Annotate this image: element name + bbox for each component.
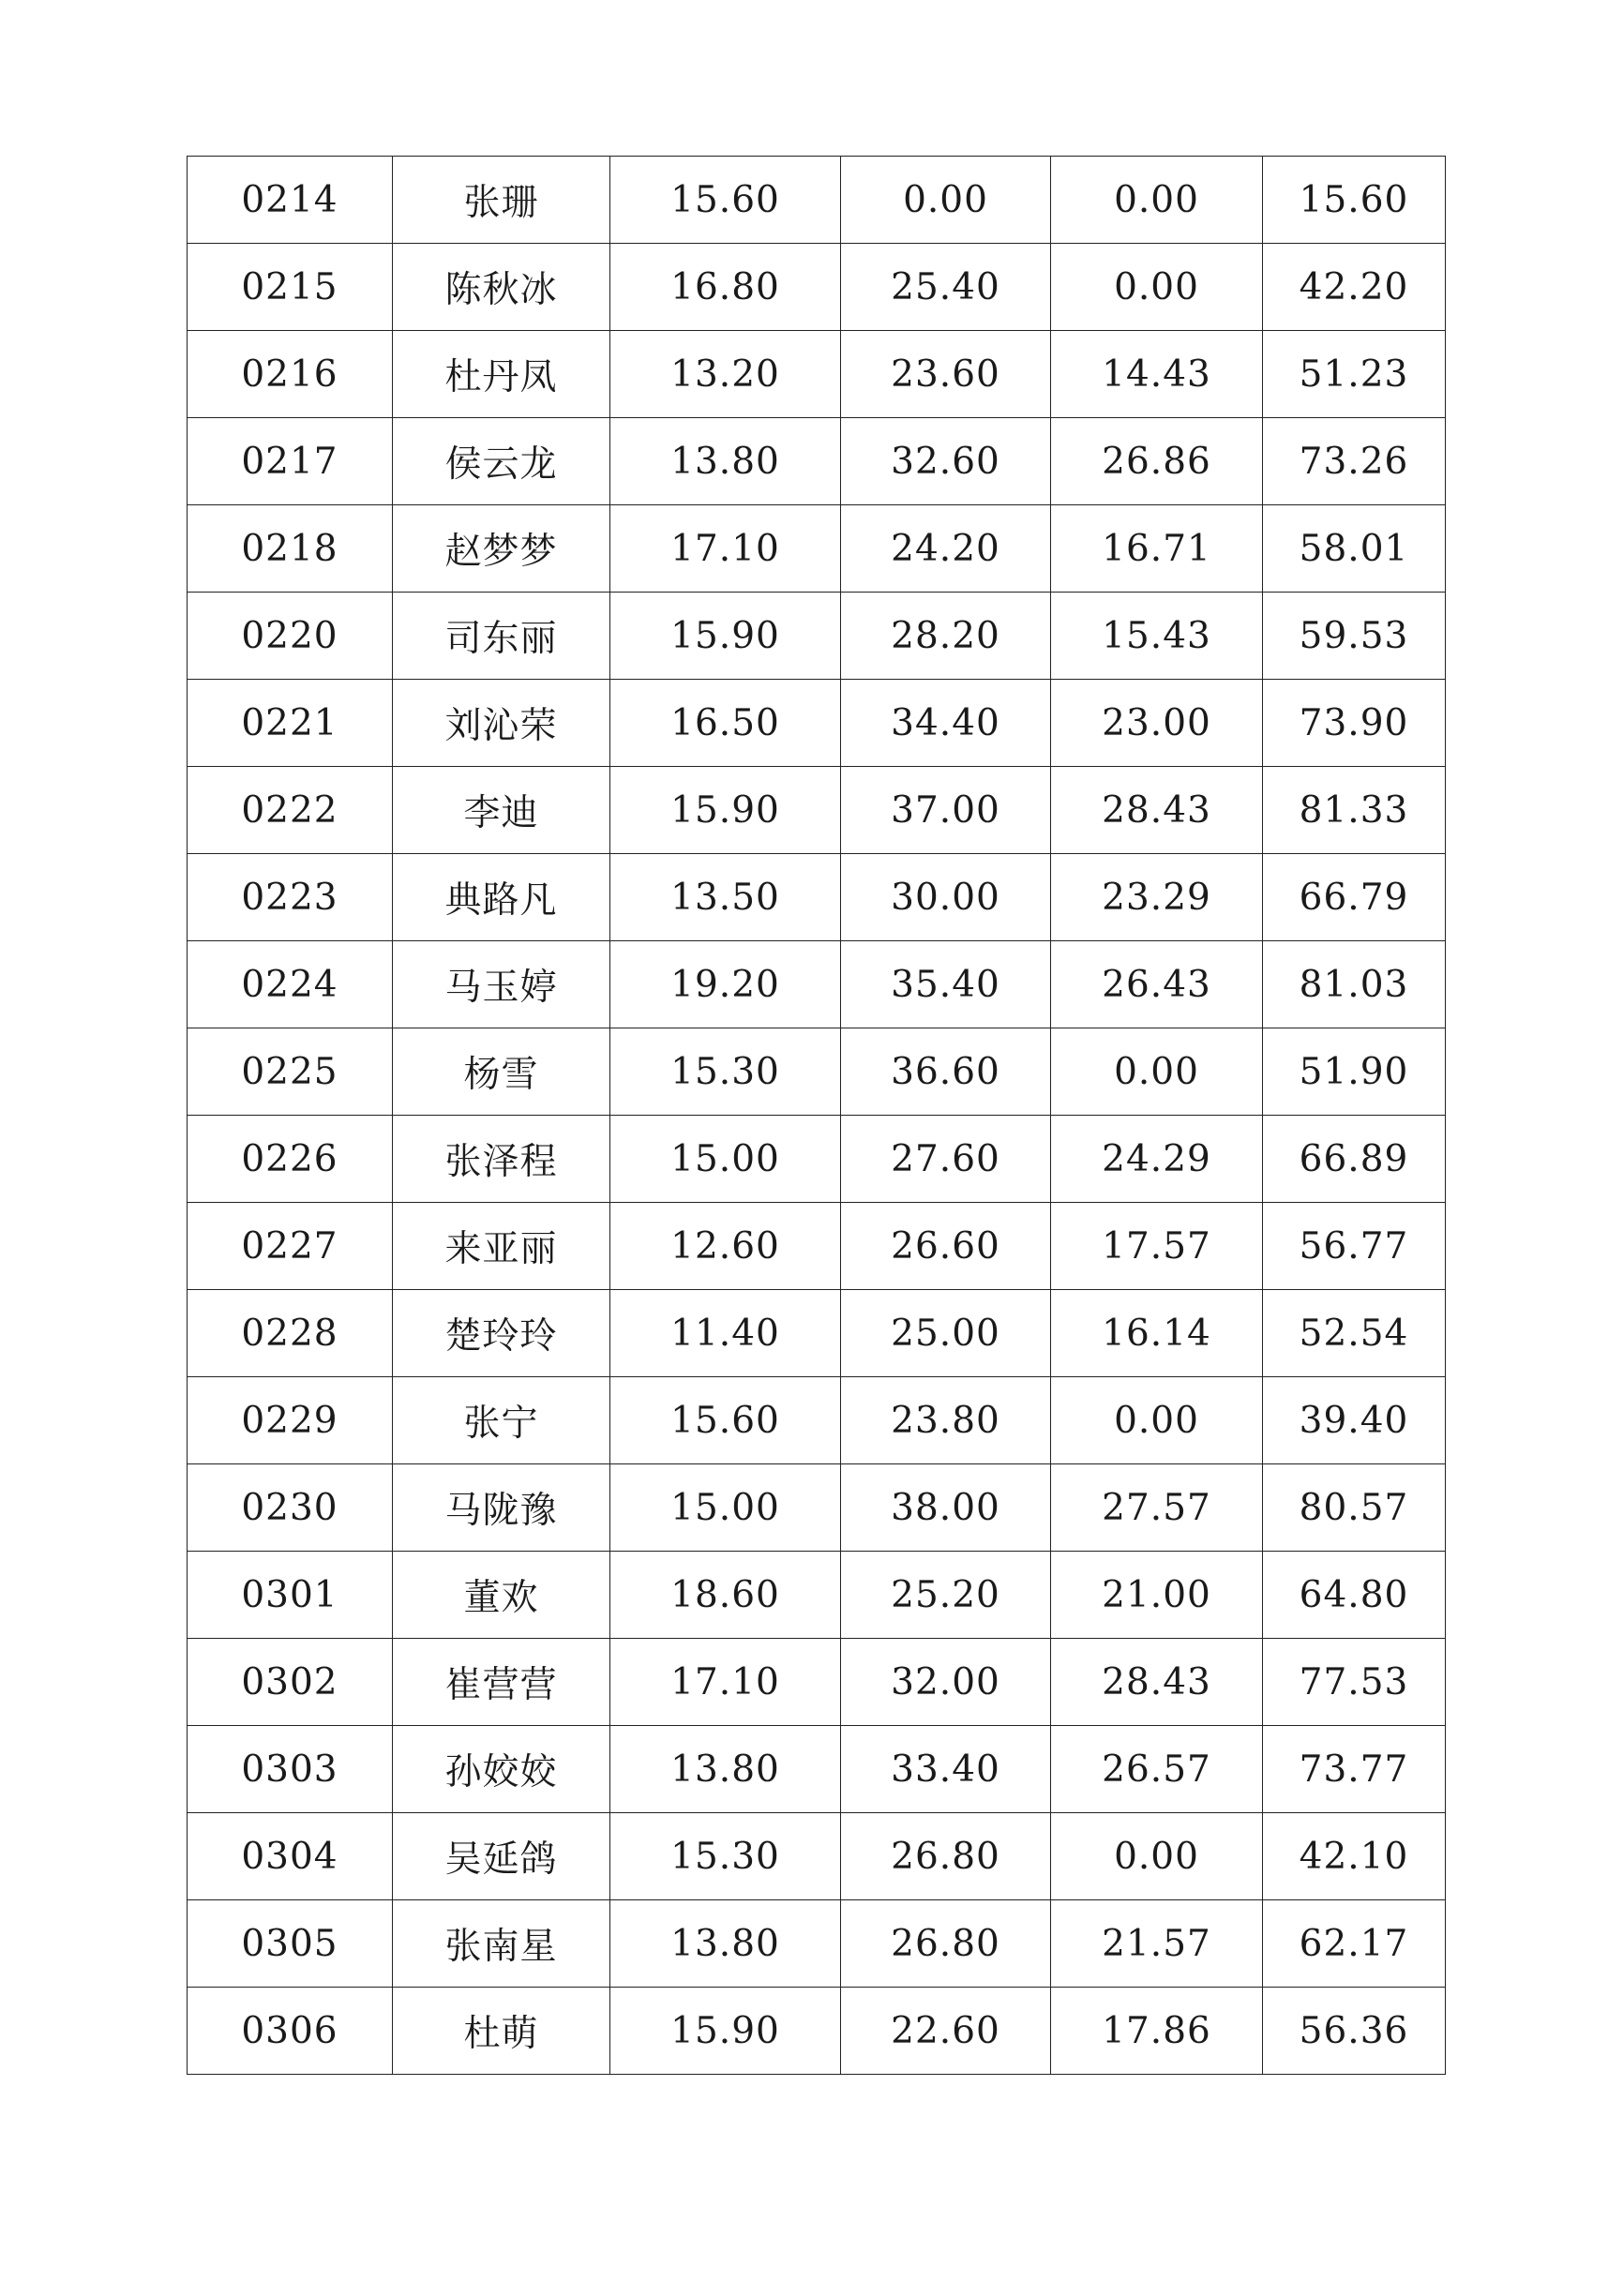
name-cell: 崔营营 — [393, 1639, 610, 1726]
table-row — [188, 1203, 1446, 1290]
total-cell: 56.36 — [1263, 1988, 1446, 2075]
table-row — [188, 1988, 1446, 2075]
name-cell: 杜萌 — [393, 1988, 610, 2075]
score-3-cell: 23.00 — [1051, 680, 1263, 767]
total-cell: 15.60 — [1263, 157, 1446, 244]
id-cell: 0305 — [188, 1900, 393, 1988]
score-2-cell: 26.80 — [841, 1900, 1051, 1988]
score-3-cell: 21.00 — [1051, 1552, 1263, 1639]
table-row — [188, 1552, 1446, 1639]
score-1-cell: 15.90 — [610, 1988, 841, 2075]
score-3-cell: 17.86 — [1051, 1988, 1263, 2075]
score-3-cell: 16.71 — [1051, 505, 1263, 593]
name-cell: 张南星 — [393, 1900, 610, 1988]
score-3-cell: 0.00 — [1051, 1377, 1263, 1464]
score-1-cell: 13.20 — [610, 331, 841, 418]
score-2-cell: 26.80 — [841, 1813, 1051, 1900]
name-cell: 陈秋冰 — [393, 244, 610, 331]
name-cell: 董欢 — [393, 1552, 610, 1639]
id-cell: 0214 — [188, 157, 393, 244]
table-row — [188, 244, 1446, 331]
score-3-cell: 27.57 — [1051, 1464, 1263, 1552]
score-3-cell: 26.43 — [1051, 941, 1263, 1028]
name-cell: 刘沁荣 — [393, 680, 610, 767]
score-1-cell: 15.90 — [610, 767, 841, 854]
table-row — [188, 331, 1446, 418]
id-cell: 0302 — [188, 1639, 393, 1726]
table-row — [188, 593, 1446, 680]
score-3-cell: 0.00 — [1051, 244, 1263, 331]
total-cell: 39.40 — [1263, 1377, 1446, 1464]
total-cell: 77.53 — [1263, 1639, 1446, 1726]
table-row — [188, 1028, 1446, 1116]
total-cell: 58.01 — [1263, 505, 1446, 593]
score-3-cell: 26.57 — [1051, 1726, 1263, 1813]
score-1-cell: 18.60 — [610, 1552, 841, 1639]
score-1-cell: 15.60 — [610, 157, 841, 244]
id-cell: 0225 — [188, 1028, 393, 1116]
total-cell: 81.03 — [1263, 941, 1446, 1028]
total-cell: 73.90 — [1263, 680, 1446, 767]
name-cell: 马玉婷 — [393, 941, 610, 1028]
score-1-cell: 17.10 — [610, 1639, 841, 1726]
score-3-cell: 28.43 — [1051, 767, 1263, 854]
total-cell: 62.17 — [1263, 1900, 1446, 1988]
table-row — [188, 1290, 1446, 1377]
total-cell: 66.89 — [1263, 1116, 1446, 1203]
score-2-cell: 36.60 — [841, 1028, 1051, 1116]
id-cell: 0229 — [188, 1377, 393, 1464]
total-cell: 51.23 — [1263, 331, 1446, 418]
name-cell: 张泽程 — [393, 1116, 610, 1203]
score-1-cell: 15.30 — [610, 1028, 841, 1116]
score-2-cell: 23.60 — [841, 331, 1051, 418]
id-cell: 0218 — [188, 505, 393, 593]
id-cell: 0220 — [188, 593, 393, 680]
score-2-cell: 24.20 — [841, 505, 1051, 593]
table-row — [188, 505, 1446, 593]
id-cell: 0217 — [188, 418, 393, 505]
total-cell: 42.10 — [1263, 1813, 1446, 1900]
table-row — [188, 1639, 1446, 1726]
id-cell: 0306 — [188, 1988, 393, 2075]
score-2-cell: 25.40 — [841, 244, 1051, 331]
total-cell: 73.77 — [1263, 1726, 1446, 1813]
score-1-cell: 15.60 — [610, 1377, 841, 1464]
id-cell: 0224 — [188, 941, 393, 1028]
name-cell: 典路凡 — [393, 854, 610, 941]
score-2-cell: 22.60 — [841, 1988, 1051, 2075]
total-cell: 51.90 — [1263, 1028, 1446, 1116]
name-cell: 侯云龙 — [393, 418, 610, 505]
score-3-cell: 28.43 — [1051, 1639, 1263, 1726]
table-row — [188, 157, 1446, 244]
score-1-cell: 13.80 — [610, 1726, 841, 1813]
score-1-cell: 17.10 — [610, 505, 841, 593]
total-cell: 81.33 — [1263, 767, 1446, 854]
score-2-cell: 25.20 — [841, 1552, 1051, 1639]
table-row — [188, 1116, 1446, 1203]
score-1-cell: 15.00 — [610, 1116, 841, 1203]
score-3-cell: 23.29 — [1051, 854, 1263, 941]
id-cell: 0303 — [188, 1726, 393, 1813]
id-cell: 0304 — [188, 1813, 393, 1900]
score-2-cell: 33.40 — [841, 1726, 1051, 1813]
table-row — [188, 1726, 1446, 1813]
name-cell: 李迪 — [393, 767, 610, 854]
score-table — [187, 156, 1446, 2075]
score-3-cell: 21.57 — [1051, 1900, 1263, 1988]
total-cell: 56.77 — [1263, 1203, 1446, 1290]
table-row — [188, 941, 1446, 1028]
score-table-body — [188, 157, 1446, 2075]
score-2-cell: 32.00 — [841, 1639, 1051, 1726]
name-cell: 司东丽 — [393, 593, 610, 680]
id-cell: 0221 — [188, 680, 393, 767]
score-2-cell: 34.40 — [841, 680, 1051, 767]
score-1-cell: 13.50 — [610, 854, 841, 941]
score-2-cell: 37.00 — [841, 767, 1051, 854]
id-cell: 0215 — [188, 244, 393, 331]
score-1-cell: 13.80 — [610, 1900, 841, 1988]
id-cell: 0216 — [188, 331, 393, 418]
name-cell: 赵梦梦 — [393, 505, 610, 593]
total-cell: 80.57 — [1263, 1464, 1446, 1552]
score-2-cell: 25.00 — [841, 1290, 1051, 1377]
total-cell: 73.26 — [1263, 418, 1446, 505]
name-cell: 楚玲玲 — [393, 1290, 610, 1377]
name-cell: 杨雪 — [393, 1028, 610, 1116]
score-2-cell: 30.00 — [841, 854, 1051, 941]
table-row — [188, 418, 1446, 505]
name-cell: 杜丹凤 — [393, 331, 610, 418]
total-cell: 59.53 — [1263, 593, 1446, 680]
score-1-cell: 19.20 — [610, 941, 841, 1028]
name-cell: 来亚丽 — [393, 1203, 610, 1290]
id-cell: 0227 — [188, 1203, 393, 1290]
id-cell: 0228 — [188, 1290, 393, 1377]
table-row — [188, 1464, 1446, 1552]
score-2-cell: 0.00 — [841, 157, 1051, 244]
score-2-cell: 35.40 — [841, 941, 1051, 1028]
total-cell: 42.20 — [1263, 244, 1446, 331]
total-cell: 64.80 — [1263, 1552, 1446, 1639]
score-3-cell: 26.86 — [1051, 418, 1263, 505]
id-cell: 0301 — [188, 1552, 393, 1639]
score-2-cell: 23.80 — [841, 1377, 1051, 1464]
total-cell: 52.54 — [1263, 1290, 1446, 1377]
score-1-cell: 16.80 — [610, 244, 841, 331]
name-cell: 张宁 — [393, 1377, 610, 1464]
score-1-cell: 15.30 — [610, 1813, 841, 1900]
name-cell: 马陇豫 — [393, 1464, 610, 1552]
score-1-cell: 13.80 — [610, 418, 841, 505]
score-2-cell: 26.60 — [841, 1203, 1051, 1290]
score-3-cell: 14.43 — [1051, 331, 1263, 418]
score-3-cell: 24.29 — [1051, 1116, 1263, 1203]
score-3-cell: 16.14 — [1051, 1290, 1263, 1377]
score-3-cell: 0.00 — [1051, 1813, 1263, 1900]
score-3-cell: 17.57 — [1051, 1203, 1263, 1290]
score-3-cell: 15.43 — [1051, 593, 1263, 680]
score-1-cell: 15.00 — [610, 1464, 841, 1552]
score-2-cell: 38.00 — [841, 1464, 1051, 1552]
score-1-cell: 12.60 — [610, 1203, 841, 1290]
score-1-cell: 16.50 — [610, 680, 841, 767]
name-cell: 孙姣姣 — [393, 1726, 610, 1813]
table-row — [188, 680, 1446, 767]
score-3-cell: 0.00 — [1051, 157, 1263, 244]
score-2-cell: 27.60 — [841, 1116, 1051, 1203]
score-2-cell: 32.60 — [841, 418, 1051, 505]
id-cell: 0230 — [188, 1464, 393, 1552]
name-cell: 吴延鸽 — [393, 1813, 610, 1900]
score-1-cell: 11.40 — [610, 1290, 841, 1377]
table-row — [188, 767, 1446, 854]
table-row — [188, 1900, 1446, 1988]
score-3-cell: 0.00 — [1051, 1028, 1263, 1116]
id-cell: 0222 — [188, 767, 393, 854]
table-row — [188, 854, 1446, 941]
id-cell: 0223 — [188, 854, 393, 941]
score-1-cell: 15.90 — [610, 593, 841, 680]
score-2-cell: 28.20 — [841, 593, 1051, 680]
total-cell: 66.79 — [1263, 854, 1446, 941]
id-cell: 0226 — [188, 1116, 393, 1203]
table-row — [188, 1813, 1446, 1900]
name-cell: 张珊 — [393, 157, 610, 244]
table-row — [188, 1377, 1446, 1464]
